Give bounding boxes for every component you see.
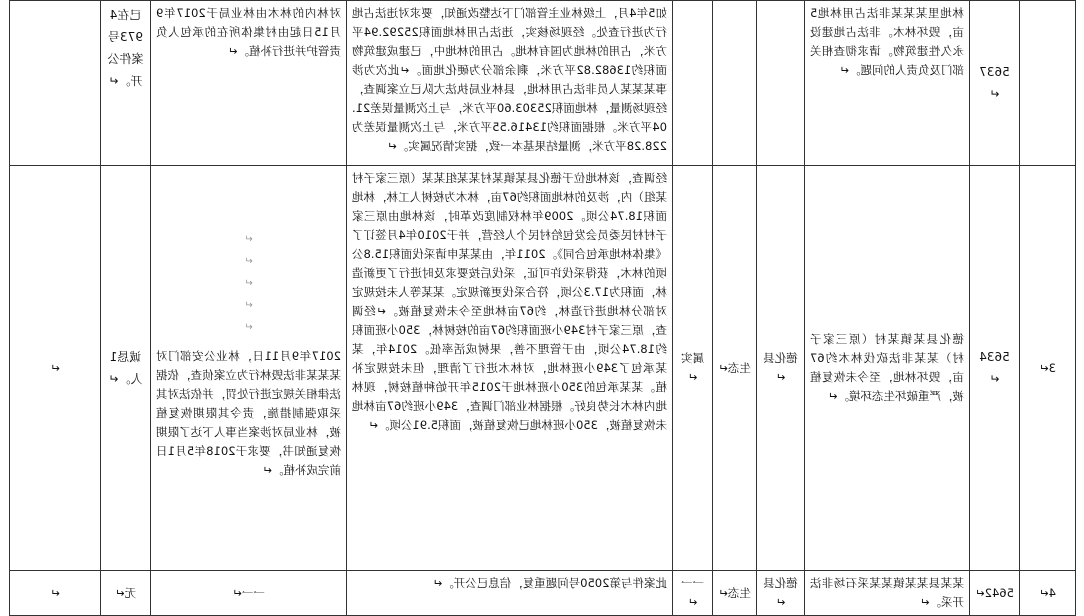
paragraph-mark: ↵ [244,278,253,289]
true-false-cell: 属实↵ [673,166,713,571]
table-row [10,166,1076,571]
remark-cell [10,1,101,166]
remark-cell: ↵ [10,571,101,616]
domain-cell [713,1,757,166]
serial-cell: 3↵ [1020,166,1076,571]
handling-cell [151,166,347,571]
case-no-cell: 5642↵ [970,571,1020,616]
rectify-cell: 已在4973号案件公开。↵ [101,1,151,166]
remark-cell: ↵ [10,166,101,571]
handling-cell: 一一↵ [151,571,347,616]
county-cell [757,1,805,166]
paragraph-marks [156,169,341,339]
paragraph-mark: ↵ [244,300,253,311]
county-cell: 德化县↵ [757,166,805,571]
complaint-cell: 德化县某镇某村（原三家子村）某某非法砍伐林木约67亩，毁坏林地，至今未恢复植被，严重破坏生态环境。↵ [805,166,970,571]
complaint-cell: 林地里某某某非法占用林地5亩，毁坏林木。非法占地建设永久性建筑物。请求彻查相关部门及负责人的问题。↵ [805,1,970,166]
rectify-cell: 无↵ [101,571,151,616]
table-row [10,571,1076,616]
county-cell: 德化县↵ [757,571,805,616]
rectify-cell: 诚恳1人。↵ [101,166,151,571]
true-false-cell: 一一↵ [673,571,713,616]
case-table [9,0,1076,616]
paragraph-mark: ↵ [244,322,253,333]
domain-cell: 生态↵ [713,571,757,616]
serial-cell: 4↵ [1020,571,1076,616]
case-no-cell: 5634↵ [970,166,1020,571]
case-no-cell: 5637↵ [970,1,1020,166]
findings-cell: 经调查，该林地位于德化县某镇某村某某组某某（原三家子村某组）内，涉及的林地面积约67亩，林木为桉树人工林，林地面积18.74公顷。2009年林权制度改革时，该林地由原三家子村村民委员会发包给村民个人经营，并于2010年4月签订了《集体林地承包合同》。2011年，由某某申请采伐面积15.8公顷的林木，获得采伐许可证，采伐后按要求及时进行了更新造林，面积为17.3公顷，符合采伐更新规定。某某等人未按规定对部分林地进行造林，约67亩林地至今未恢复植被。↵经调查，原三家子村349小班面积约67亩的桉树林，350小班面积约18.74公顷，由于管理不善，果树成活率低。2014年，某某承包了349小班林地，对林木进行了清理，但未按规定补植。某某承包的350小班林地于2015年开始种植桉树，现林地内林木长势良好。根据林业部门调查，349小班约67亩林地未恢复植被，350小班林地已恢复植被，面积5.91公顷。↵ [347,166,673,571]
table-row [10,1,1076,166]
findings-cell: 此案件与第2050号问题重复，信息已公开。↵ [347,571,673,616]
domain-cell: 生态↵ [713,166,757,571]
handling-text: 2017年9月11日，林业公安部门对某某某非法毁林行为立案侦查，依据法律相关规定进行处罚，并依法对其采取强制措施，责令其限期恢复植被，林业局对涉案当事人下达了限期恢复通知书，要求于2018年5月1日前完成补植。↵ [156,349,341,477]
paragraph-mark: ↵ [244,234,253,245]
paragraph-mark: ↵ [244,256,253,267]
findings-cell: 如5年4月，上级林业主管部门下达整改通知，要求对违法占地行为进行查处。经现场核实，违法占用林地面积25292.94平方米，占用的林地为国有林地。占用的林地中，已建成建筑物面积约13682.82平方米，剩余部分为硬化地面。↵此次为涉事某某某人员非法占用林地，县林业局执法大队已立案调查，经现场测量，林地面积25303.60平方米，与上次测量误差21.04平方米。根据面积约13416.55平方米，与上次测量误差为228.28平方米，测量结果基本一致，据实情况属实。↵ [347,1,673,166]
complaint-cell: 某某县某某镇某某采石场非法开采。↵ [805,571,970,616]
handling-cell: 对林内的林木由林业局于2017年9月15日起由村集体所在的承包人负责管护并进行补植。↵ [151,1,347,166]
true-false-cell [673,1,713,166]
serial-cell [1020,1,1076,166]
